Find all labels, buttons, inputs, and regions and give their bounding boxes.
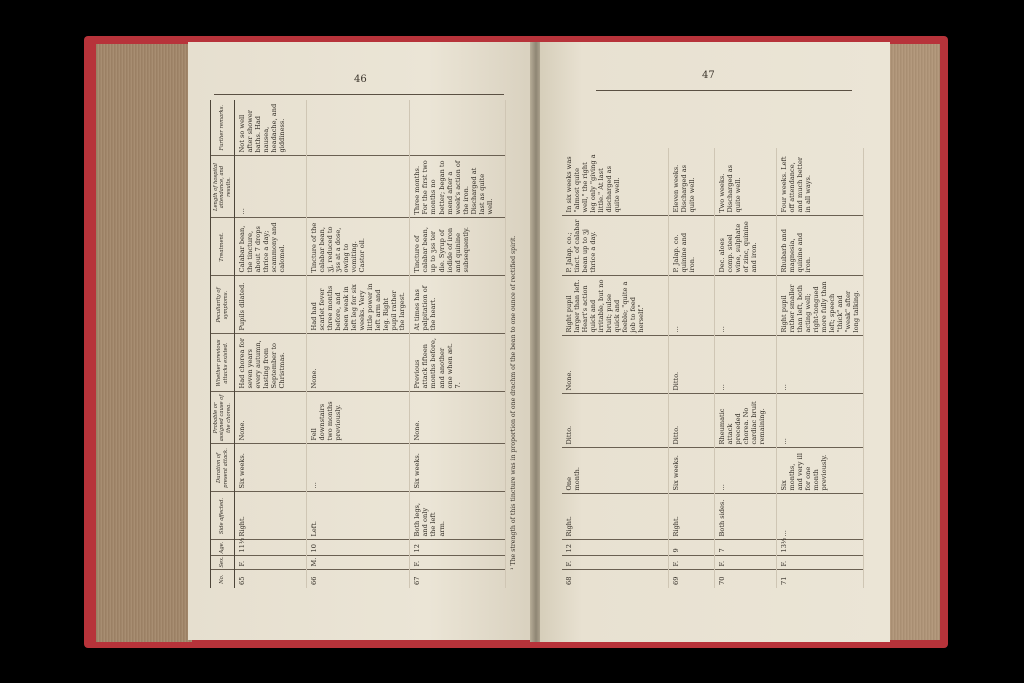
cell-sex: F. xyxy=(562,556,668,570)
cell-cause: ... xyxy=(776,394,863,448)
cell-cause: Rheumatic attack preceded chorea. No cardiac bruit remaining. xyxy=(714,394,776,448)
col-no: No. xyxy=(211,570,235,588)
left-page xyxy=(188,42,532,640)
cell-sex: F. xyxy=(235,556,307,570)
cell-treatment: Rhubarb and magnesia, quinine and iron. xyxy=(776,216,863,276)
cell-no: 66 xyxy=(307,570,410,588)
cell-no: 67 xyxy=(410,570,506,588)
table-row xyxy=(562,148,668,588)
col-length: Length of hospital attendance, and results. xyxy=(211,156,235,218)
cell-length: Two weeks. Discharged as quite well. xyxy=(714,148,776,216)
cell-symptoms: ... xyxy=(714,276,776,336)
table-row xyxy=(410,100,506,588)
cell-duration: Six weeks. xyxy=(235,444,307,492)
cell-length xyxy=(307,156,410,218)
col-symptoms: Peculiarity of symptoms. xyxy=(211,276,235,334)
cell-duration: Six months, and very ill for one month previously. xyxy=(776,448,863,494)
cell-cause: Ditto. xyxy=(668,394,714,448)
col-remarks: Further remarks. xyxy=(211,100,235,156)
cell-sex: F. xyxy=(714,556,776,570)
cell-length: ... xyxy=(235,156,307,218)
cell-length: Three months. For the first two months no better; began to mend after a week's action of the iron. Discharged at last as quite well. xyxy=(410,156,506,218)
cell-cause: None. xyxy=(410,392,506,444)
cell-previous: Ditto. xyxy=(668,336,714,394)
cell-symptoms: ... xyxy=(668,276,714,336)
col-cause: Probable or assigned cause of the chorea. xyxy=(211,392,235,444)
table-row xyxy=(307,100,410,588)
cell-symptoms: Pupils dilated. xyxy=(235,276,307,334)
cell-previous: ... xyxy=(776,336,863,394)
cell-no: 69 xyxy=(668,570,714,588)
cell-length: Eleven weeks. Discharged as quite well. xyxy=(668,148,714,216)
cell-treatment: Dec. aloes comp. steel wine, sulphate of zinc, quinine and iron. xyxy=(714,216,776,276)
cell-no: 71 xyxy=(776,570,863,588)
cell-cause: Ditto. xyxy=(562,394,668,448)
cell-length: Four weeks. Left off attendance, and much better in all ways. xyxy=(776,148,863,216)
col-sex: Sex. xyxy=(211,556,235,570)
cell-sex: F. xyxy=(410,556,506,570)
footnote: ¹ The strength of this tincture was in proportion of one drachm of the bean to one ounce of rectified spirit. xyxy=(510,235,517,570)
cell-treatment: Tincture of the calabar bean, ʒj, reduced to ʒss at a dose, owing to vomiting. Castor oil. xyxy=(307,218,410,276)
cell-age: 7 xyxy=(714,540,776,556)
header-row xyxy=(211,100,235,588)
page-edges-right xyxy=(888,44,940,640)
cell-duration: Six weeks. xyxy=(668,448,714,494)
right-page xyxy=(540,42,890,642)
cell-side: ... xyxy=(776,494,863,540)
page-number: 47 xyxy=(702,70,715,81)
header-rule xyxy=(214,94,504,95)
cell-no: 68 xyxy=(562,570,668,588)
cell-symptoms: Right pupil rather smaller than left, both acting well; right-tongued more fully than left; speech "thick" and "weak" after long talking. xyxy=(776,276,863,336)
header-rule xyxy=(596,90,852,91)
cell-previous: None. xyxy=(307,334,410,392)
cell-side: Right. xyxy=(562,494,668,540)
col-treatment: Treatment. xyxy=(211,218,235,276)
cell-symptoms: At times has palpitation of the heart. xyxy=(410,276,506,334)
cell-side: Both sides. xyxy=(714,494,776,540)
cell-duration: Six weeks. xyxy=(410,444,506,492)
left-table-rotated xyxy=(210,100,502,588)
cell-treatment: P. Jalap. co.; tinct. of calabar bean up to ʒj thrice a day. xyxy=(562,216,668,276)
cell-symptoms: Right pupil larger than left. Heart's action quick and irritable, but no bruit; pulse quick and feeble; "quite a job to feed herself." xyxy=(562,276,668,336)
right-table-rotated xyxy=(562,148,858,588)
cell-side: Right. xyxy=(235,492,307,540)
cell-sex: M. xyxy=(307,556,410,570)
cell-no: 65 xyxy=(235,570,307,588)
cell-age: 12 xyxy=(410,540,506,556)
chorea-cases-table-right xyxy=(562,148,864,588)
cell-side: Left. xyxy=(307,492,410,540)
cell-treatment: P. Jalap. co. quinine and iron. xyxy=(668,216,714,276)
page-edges-left xyxy=(96,44,192,642)
cell-age: 13½ xyxy=(776,540,863,556)
cell-treatment: Calabar bean, the tincture, about 7 drops thrice a day; scammony and calomel. xyxy=(235,218,307,276)
page-number: 46 xyxy=(354,74,367,85)
cell-remarks xyxy=(307,100,410,156)
chorea-cases-table-left xyxy=(210,100,506,588)
table-row xyxy=(235,100,307,588)
cell-treatment: Tincture of calabar bean, up to ʒss ter die. Syrup of iodide of iron and quinine subsequently. xyxy=(410,218,506,276)
cell-duration: ... xyxy=(714,448,776,494)
cell-sex: F. xyxy=(776,556,863,570)
cell-duration: One month. xyxy=(562,448,668,494)
table-row xyxy=(714,148,776,588)
cell-age: 12 xyxy=(562,540,668,556)
cell-symptoms: Had had scarlet fever three months before, and been weak in left leg for six weeks. Very little power in left arm and leg. Right pupil rather the largest. xyxy=(307,276,410,334)
col-previous: Whether previous attacks existed. xyxy=(211,334,235,392)
cell-age: 9 xyxy=(668,540,714,556)
cell-cause: None. xyxy=(235,392,307,444)
cell-side: Both legs, and only the left arm. xyxy=(410,492,506,540)
col-age: Age. xyxy=(211,540,235,556)
table-row xyxy=(776,148,863,588)
cell-previous: Previous attack fifteen months before, and another one when æt. 7. xyxy=(410,334,506,392)
cell-no: 70 xyxy=(714,570,776,588)
cell-remarks: Not so well after shower baths. Had nausea, headache, and giddiness. xyxy=(235,100,307,156)
cell-side: Right. xyxy=(668,494,714,540)
cell-previous: Had chorea for seven years every autumn, lasting from September to Christmas. xyxy=(235,334,307,392)
cell-age: 10 xyxy=(307,540,410,556)
cell-age: 11½ xyxy=(235,540,307,556)
cell-duration: ... xyxy=(307,444,410,492)
col-side: Side affected. xyxy=(211,492,235,540)
cell-cause: Fell downstairs two months previously. xyxy=(307,392,410,444)
col-duration: Duration of present attack. xyxy=(211,444,235,492)
cell-sex: F. xyxy=(668,556,714,570)
cell-previous: ... xyxy=(714,336,776,394)
table-row xyxy=(668,148,714,588)
cell-remarks xyxy=(410,100,506,156)
cell-previous: None. xyxy=(562,336,668,394)
cell-length: In six weeks was "almost quite well," the right leg only "giving a little." At last discharged as quite well. xyxy=(562,148,668,216)
